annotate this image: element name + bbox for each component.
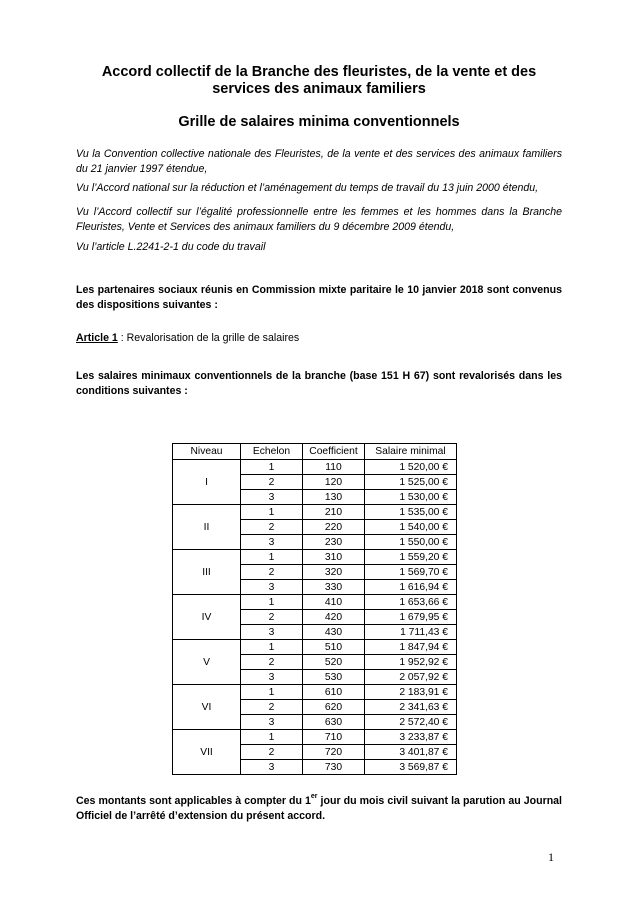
salaire-cell: 1 520,00 €	[365, 460, 457, 475]
echelon-cell: 3	[241, 625, 303, 640]
recital-code-travail: Vu l’article L.2241-2-1 du code du travail	[76, 241, 266, 253]
coefficient-cell: 410	[303, 595, 365, 610]
coefficient-cell: 230	[303, 535, 365, 550]
coefficient-cell: 130	[303, 490, 365, 505]
recital-convention: Vu la Convention collective nationale des Fleuristes, de la vente et des services des animaux familiers du 21 janvier 1997 étendue,	[76, 148, 562, 175]
table-row	[173, 640, 457, 655]
header-niveau: Niveau	[173, 444, 241, 460]
coefficient-cell: 330	[303, 580, 365, 595]
salary-intro: Les salaires minimaux conventionnels de la branche (base 151 H 67) sont revalorisés dans les conditions suivantes :	[76, 370, 562, 397]
table-row	[173, 505, 457, 520]
echelon-cell: 2	[241, 565, 303, 580]
echelon-cell: 1	[241, 550, 303, 565]
echelon-cell: 3	[241, 535, 303, 550]
header-salaire: Salaire minimal	[365, 444, 457, 460]
niveau-cell: IV	[173, 595, 241, 640]
table-row	[173, 550, 457, 565]
footer-text-start: Ces montants sont applicables à compter du 1	[76, 795, 311, 807]
coefficient-cell: 520	[303, 655, 365, 670]
niveau-cell: I	[173, 460, 241, 505]
salaire-cell: 1 525,00 €	[365, 475, 457, 490]
salaire-cell: 3 401,87 €	[365, 745, 457, 760]
echelon-cell: 3	[241, 715, 303, 730]
article-title: : Revalorisation de la grille de salaires	[117, 332, 300, 344]
salaire-cell: 2 341,63 €	[365, 700, 457, 715]
coefficient-cell: 530	[303, 670, 365, 685]
recital-rtt: Vu l’Accord national sur la réduction et l’aménagement du temps de travail du 13 juin 2000 étendu,	[76, 182, 539, 194]
echelon-cell: 1	[241, 595, 303, 610]
echelon-cell: 3	[241, 580, 303, 595]
niveau-cell: V	[173, 640, 241, 685]
document-title: Accord collectif de la Branche des fleuristes, de la vente et des services des animaux familiers	[101, 64, 537, 97]
salaire-cell: 1 530,00 €	[365, 490, 457, 505]
coefficient-cell: 310	[303, 550, 365, 565]
echelon-cell: 2	[241, 610, 303, 625]
table-row	[173, 595, 457, 610]
table-header-row	[173, 444, 457, 460]
salaire-cell: 1 559,20 €	[365, 550, 457, 565]
coefficient-cell: 620	[303, 700, 365, 715]
salaire-cell: 2 183,91 €	[365, 685, 457, 700]
table-body	[173, 460, 457, 775]
niveau-cell: III	[173, 550, 241, 595]
echelon-cell: 2	[241, 475, 303, 490]
salaire-cell: 2 057,92 €	[365, 670, 457, 685]
intro-paragraph: Les partenaires sociaux réunis en Commission mixte paritaire le 10 janvier 2018 sont convenus des dispositions suivantes :	[76, 284, 562, 311]
salaire-cell: 1 653,66 €	[365, 595, 457, 610]
echelon-cell: 2	[241, 655, 303, 670]
document-subtitle: Grille de salaires minima conventionnels	[178, 114, 460, 130]
article-label: Article 1	[76, 332, 118, 344]
salaire-cell: 1 550,00 €	[365, 535, 457, 550]
page-number: 1	[548, 850, 554, 864]
echelon-cell: 1	[241, 505, 303, 520]
header-coefficient: Coefficient	[303, 444, 365, 460]
footer-superscript: er	[310, 793, 318, 800]
table-row	[173, 460, 457, 475]
echelon-cell: 1	[241, 640, 303, 655]
table-row	[173, 685, 457, 700]
coefficient-cell: 420	[303, 610, 365, 625]
echelon-cell: 1	[241, 460, 303, 475]
niveau-cell: VII	[173, 730, 241, 775]
niveau-cell: II	[173, 505, 241, 550]
salaire-cell: 1 847,94 €	[365, 640, 457, 655]
salaire-cell: 1 535,00 €	[365, 505, 457, 520]
salaire-cell: 1 952,92 €	[365, 655, 457, 670]
salaire-cell: 1 711,43 €	[365, 625, 457, 640]
recital-egalite: Vu l’Accord collectif sur l’égalité professionnelle entre les femmes et les hommes dans la Branche Fleuristes, Vente et Services des animaux familiers du 9 décembre 2009 étendu,	[76, 206, 562, 233]
coefficient-cell: 430	[303, 625, 365, 640]
coefficient-cell: 220	[303, 520, 365, 535]
salaire-cell: 3 233,87 €	[365, 730, 457, 745]
coefficient-cell: 710	[303, 730, 365, 745]
salaire-cell: 3 569,87 €	[365, 760, 457, 775]
footer-text-end: jour du mois civil suivant la parution au Journal Officiel de l’arrêté d’extension du présent accord.	[76, 795, 563, 822]
coefficient-cell: 720	[303, 745, 365, 760]
header-echelon: Echelon	[241, 444, 303, 460]
echelon-cell: 2	[241, 520, 303, 535]
salaire-cell: 1 569,70 €	[365, 565, 457, 580]
echelon-cell: 3	[241, 760, 303, 775]
salaire-cell: 1 540,00 €	[365, 520, 457, 535]
coefficient-cell: 320	[303, 565, 365, 580]
footer-paragraph	[76, 794, 562, 824]
salaire-cell: 1 679,95 €	[365, 610, 457, 625]
salaire-cell: 1 616,94 €	[365, 580, 457, 595]
echelon-cell: 2	[241, 745, 303, 760]
echelon-cell: 1	[241, 730, 303, 745]
salary-grid-table	[172, 443, 457, 775]
echelon-cell: 3	[241, 670, 303, 685]
coefficient-cell: 120	[303, 475, 365, 490]
echelon-cell: 3	[241, 490, 303, 505]
echelon-cell: 1	[241, 685, 303, 700]
article-heading	[76, 331, 562, 346]
echelon-cell: 2	[241, 700, 303, 715]
salaire-cell: 2 572,40 €	[365, 715, 457, 730]
table-row	[173, 730, 457, 745]
coefficient-cell: 630	[303, 715, 365, 730]
coefficient-cell: 510	[303, 640, 365, 655]
coefficient-cell: 730	[303, 760, 365, 775]
niveau-cell: VI	[173, 685, 241, 730]
coefficient-cell: 610	[303, 685, 365, 700]
coefficient-cell: 110	[303, 460, 365, 475]
coefficient-cell: 210	[303, 505, 365, 520]
